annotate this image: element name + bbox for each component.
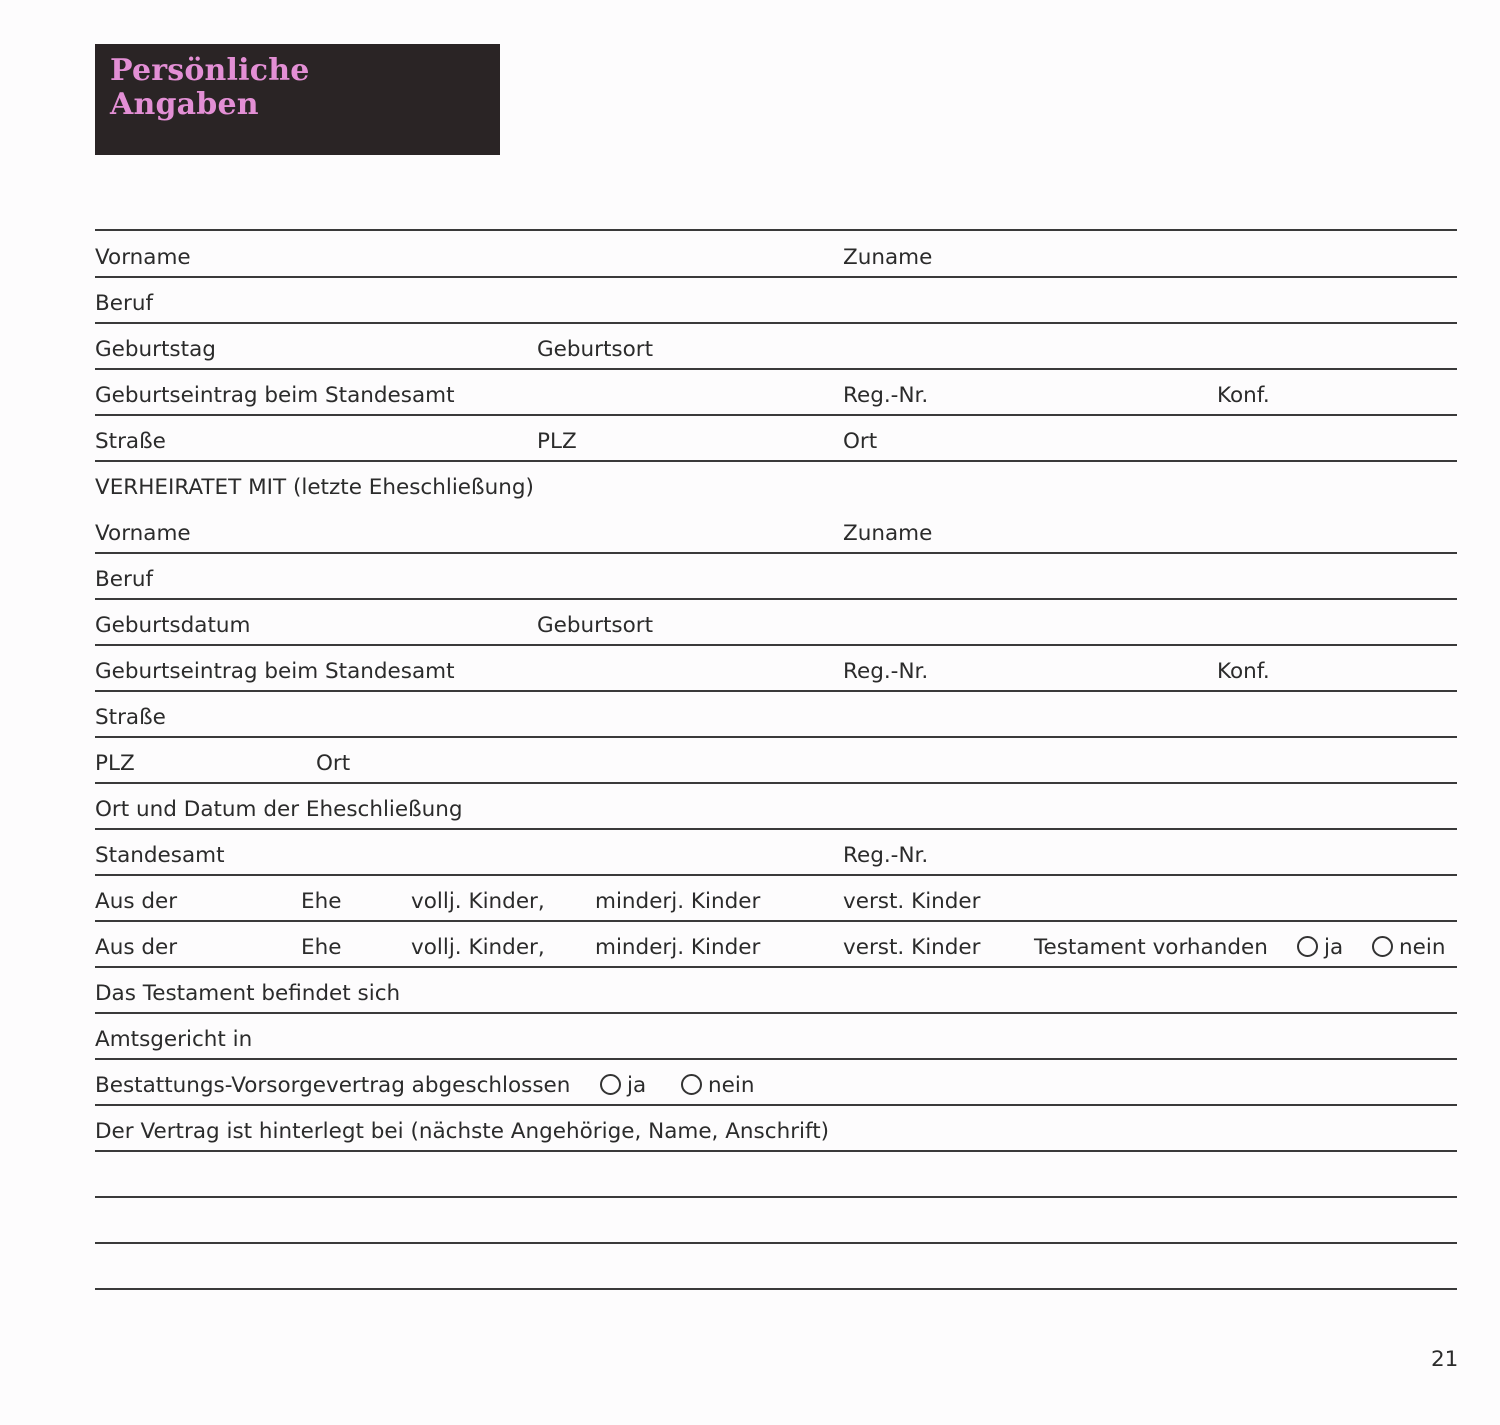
will-location-row[interactable] xyxy=(95,968,1457,1014)
marriage-place-date-label: Ort und Datum der Eheschließung xyxy=(95,797,463,822)
spouse-profession-row[interactable] xyxy=(95,554,1457,600)
section-title-box xyxy=(95,44,500,155)
spouse-profession-label: Beruf xyxy=(95,567,154,592)
spouse-name-row[interactable] xyxy=(95,508,1457,554)
birthplace-label: Geburtsort xyxy=(537,337,654,362)
reg-number-label: Reg.-Nr. xyxy=(843,383,929,408)
spouse-postcode-label: PLZ xyxy=(95,751,135,776)
radio-circle-icon[interactable] xyxy=(1372,936,1393,957)
will-yes-option[interactable] xyxy=(1297,935,1343,961)
spouse-reg-number-label: Reg.-Nr. xyxy=(843,659,929,684)
married-to-heading: VERHEIRATET MIT (letzte Eheschließung) xyxy=(95,475,534,500)
radio-circle-icon[interactable] xyxy=(1297,936,1318,957)
adult-children-label: vollj. Kinder, xyxy=(411,889,545,914)
last-name-label: Zuname xyxy=(843,245,933,270)
marriage-label: Ehe xyxy=(301,935,342,960)
funeral-no-option[interactable] xyxy=(681,1073,754,1099)
marriage-label: Ehe xyxy=(301,889,342,914)
city-label: Ort xyxy=(843,429,878,454)
top-rule xyxy=(95,229,1457,231)
deceased-children-label: verst. Kinder xyxy=(843,889,981,914)
radio-circle-icon[interactable] xyxy=(600,1074,621,1095)
deceased-children-label: verst. Kinder xyxy=(843,935,981,960)
spouse-birth-row[interactable] xyxy=(95,600,1457,646)
profession-label: Beruf xyxy=(95,291,154,316)
registry-office-row[interactable] xyxy=(95,830,1457,876)
spouse-city-label: Ort xyxy=(316,751,351,776)
blank-line-2[interactable] xyxy=(95,1198,1457,1244)
will-exists-label: Testament vorhanden xyxy=(1034,935,1268,960)
will-no-option[interactable] xyxy=(1372,935,1445,961)
funeral-contract-row[interactable] xyxy=(95,1060,1457,1106)
denomination-label: Konf. xyxy=(1217,383,1270,408)
minor-children-label: minderj. Kinder xyxy=(595,889,761,914)
district-court-row[interactable] xyxy=(95,1014,1457,1060)
birthday-label: Geburtstag xyxy=(95,337,216,362)
blank-line-1[interactable] xyxy=(95,1152,1457,1198)
will-location-label: Das Testament befindet sich xyxy=(95,981,401,1006)
first-name-last-name-row[interactable] xyxy=(95,232,1457,278)
children-row-1[interactable] xyxy=(95,876,1457,922)
from-the-label: Aus der xyxy=(95,889,178,914)
profession-row[interactable] xyxy=(95,278,1457,324)
page-number: 21 xyxy=(1431,1347,1459,1372)
radio-circle-icon[interactable] xyxy=(681,1074,702,1095)
spouse-birth-registry-label: Geburtseintrag beim Standesamt xyxy=(95,659,455,684)
children-row-2[interactable] xyxy=(95,922,1457,968)
will-no-label: nein xyxy=(1399,935,1446,960)
postcode-label: PLZ xyxy=(537,429,577,454)
personal-data-form xyxy=(95,232,1457,1290)
funeral-no-label: nein xyxy=(708,1073,755,1098)
contract-deposited-row[interactable] xyxy=(95,1106,1457,1152)
blank-line-3[interactable] xyxy=(95,1244,1457,1290)
street-label: Straße xyxy=(95,429,166,454)
spouse-birthdate-label: Geburtsdatum xyxy=(95,613,251,638)
spouse-city-row[interactable] xyxy=(95,738,1457,784)
funeral-contract-label: Bestattungs-Vorsorgevertrag abgeschlossen xyxy=(95,1073,571,1098)
marriage-place-date-row[interactable] xyxy=(95,784,1457,830)
first-name-label: Vorname xyxy=(95,245,191,270)
birth-registry-label: Geburtseintrag beim Standesamt xyxy=(95,383,455,408)
address-row[interactable] xyxy=(95,416,1457,462)
contract-deposited-label: Der Vertrag ist hinterlegt bei (nächste Angehörige, Name, Anschrift) xyxy=(95,1119,830,1144)
adult-children-label: vollj. Kinder, xyxy=(411,935,545,960)
will-yes-label: ja xyxy=(1324,935,1344,960)
spouse-street-label: Straße xyxy=(95,705,166,730)
birth-row[interactable] xyxy=(95,324,1457,370)
registry-reg-number-label: Reg.-Nr. xyxy=(843,843,929,868)
spouse-street-row[interactable] xyxy=(95,692,1457,738)
registry-office-label: Standesamt xyxy=(95,843,225,868)
spouse-birthplace-label: Geburtsort xyxy=(537,613,654,638)
birth-registry-row[interactable] xyxy=(95,370,1457,416)
section-title-line-1: Persönliche xyxy=(110,53,310,88)
section-title-line-2: Angaben xyxy=(110,87,259,122)
spouse-last-name-label: Zuname xyxy=(843,521,933,546)
funeral-yes-option[interactable] xyxy=(600,1073,646,1099)
spouse-denomination-label: Konf. xyxy=(1217,659,1270,684)
married-to-heading-row xyxy=(95,462,1457,508)
spouse-birth-registry-row[interactable] xyxy=(95,646,1457,692)
funeral-yes-label: ja xyxy=(627,1073,647,1098)
from-the-label: Aus der xyxy=(95,935,178,960)
spouse-first-name-label: Vorname xyxy=(95,521,191,546)
district-court-label: Amtsgericht in xyxy=(95,1027,253,1052)
minor-children-label: minderj. Kinder xyxy=(595,935,761,960)
